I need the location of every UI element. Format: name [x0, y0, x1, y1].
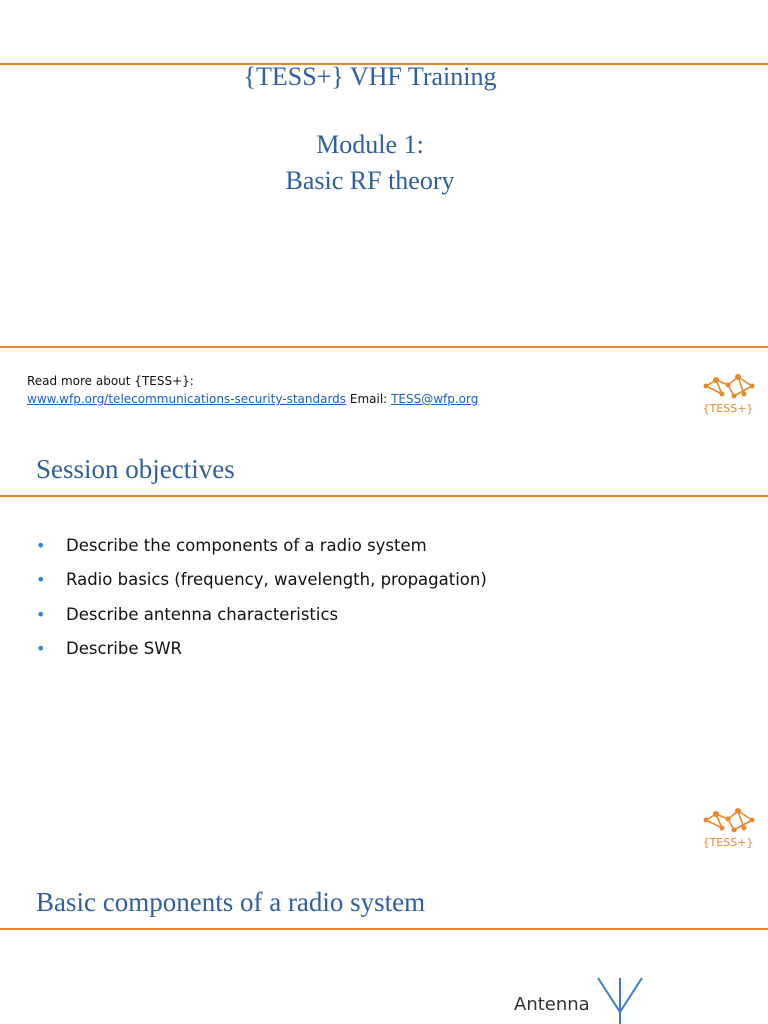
- antenna-icon: [596, 976, 646, 1024]
- website-link[interactable]: www.wfp.org/telecommunications-security-standards: [27, 392, 347, 406]
- basic-components-heading: Basic components of a radio system: [36, 887, 426, 917]
- email-link[interactable]: TESS@wfp.org: [391, 392, 479, 406]
- logo-text: {TESS+}: [702, 836, 754, 849]
- email-label: Email:: [349, 392, 388, 406]
- list-item: • Describe SWR: [36, 637, 487, 671]
- session-objectives-heading: Session objectives: [36, 454, 235, 484]
- components-divider: [0, 928, 768, 930]
- list-item: • Radio basics (frequency, wavelength, propagation): [36, 568, 487, 602]
- objectives-list: [36, 534, 487, 671]
- network-logo-icon: [700, 372, 758, 406]
- tess-logo: [700, 372, 758, 422]
- list-item: • Describe antenna characteristics: [36, 603, 487, 637]
- read-more-label: Read more about {TESS+}:: [27, 374, 194, 388]
- tess-logo-2: [700, 806, 758, 856]
- slide-title-line-1: {TESS+} VHF Training: [243, 62, 497, 91]
- read-more-block: [27, 372, 478, 408]
- antenna-label: Antenna: [514, 994, 590, 1015]
- footer-divider: [0, 346, 768, 348]
- logo-text: {TESS+}: [702, 402, 754, 415]
- objectives-divider: [0, 495, 768, 497]
- list-item: • Describe the components of a radio system: [36, 534, 487, 568]
- network-logo-icon: [700, 806, 758, 840]
- links-line: [27, 390, 478, 408]
- slide-title-line-3: Basic RF theory: [285, 166, 455, 195]
- slide-title-line-2: Module 1:: [316, 130, 424, 159]
